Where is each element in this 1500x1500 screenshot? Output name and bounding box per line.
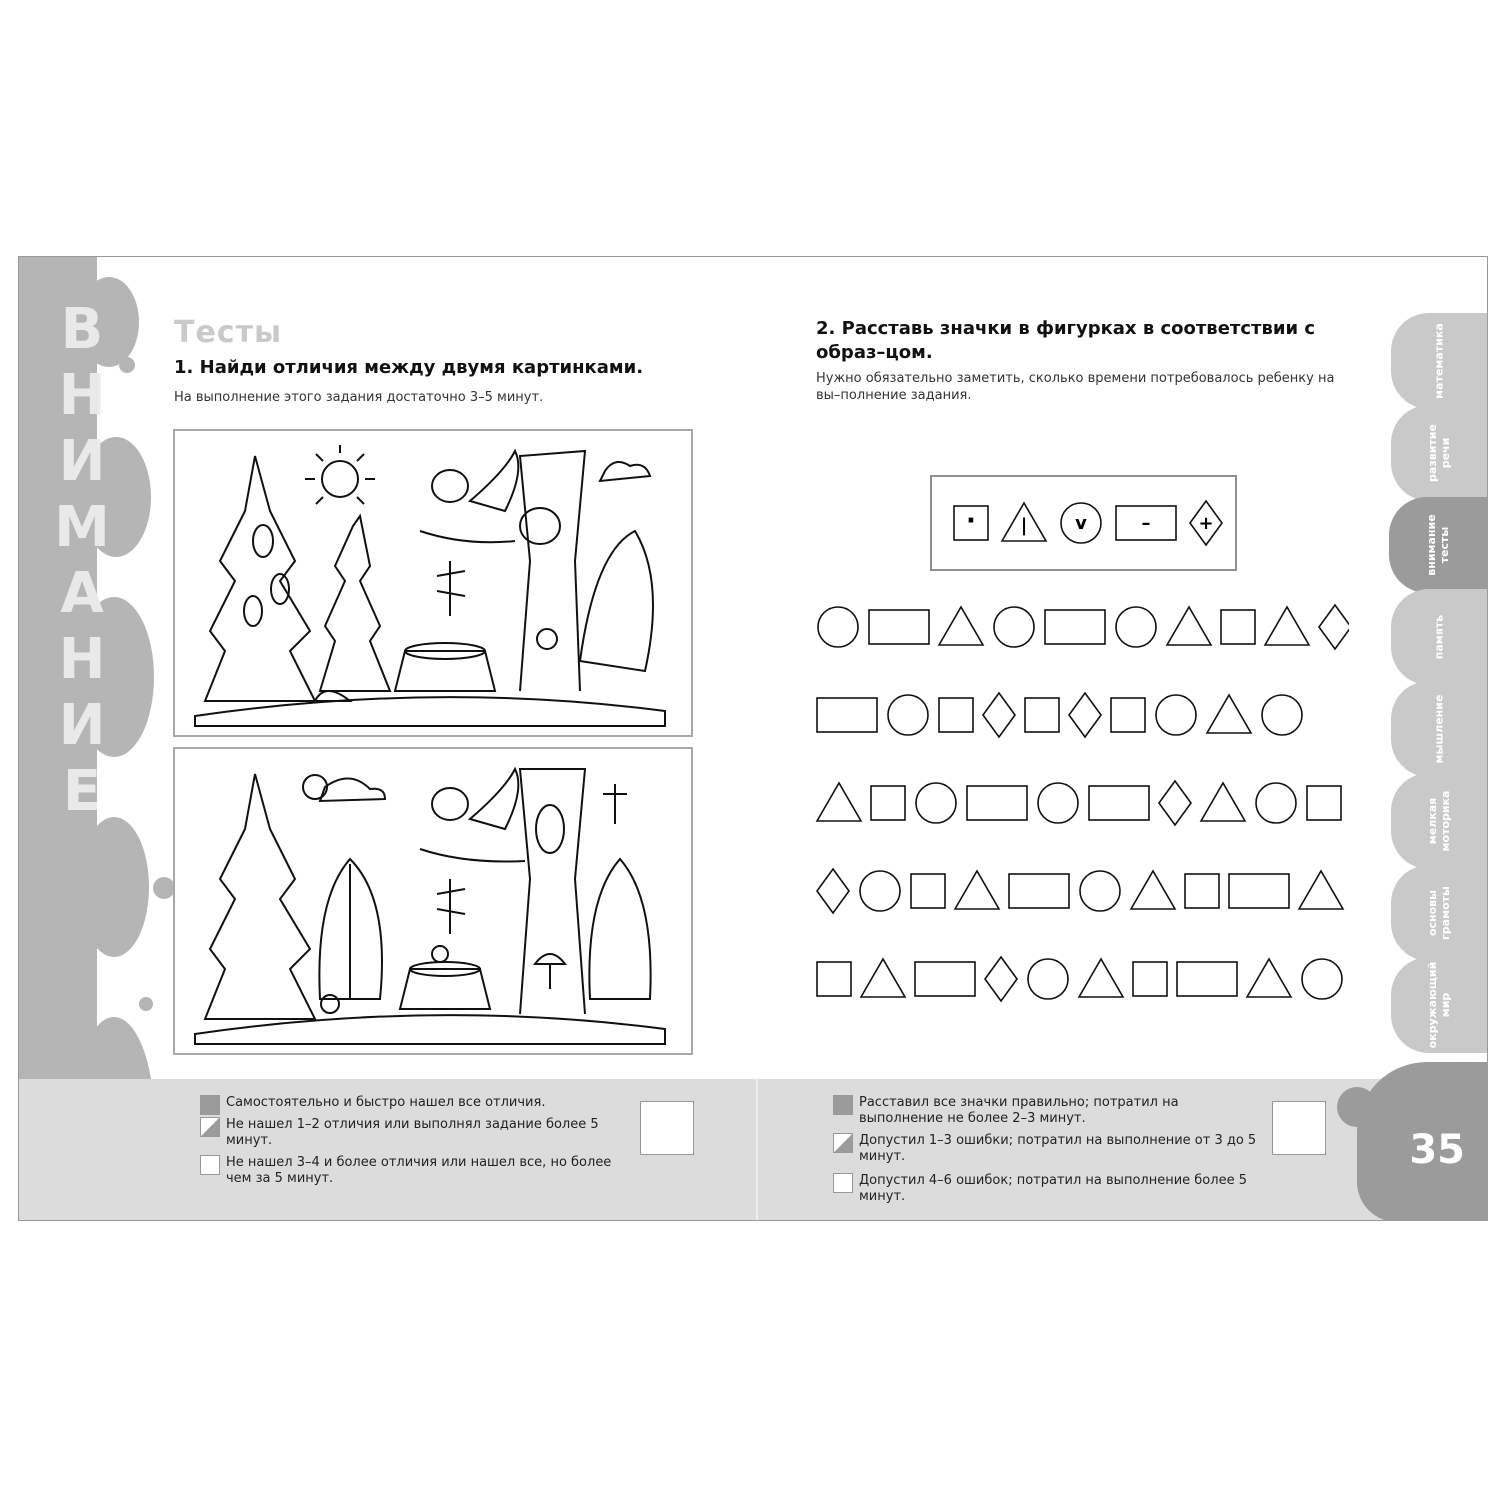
circle-shape[interactable]	[1028, 959, 1068, 999]
sample-sign: |	[1020, 515, 1028, 536]
band-letter: И	[58, 429, 106, 494]
rect-shape[interactable]	[1045, 610, 1105, 644]
circle-shape[interactable]	[994, 607, 1034, 647]
circle-shape[interactable]	[1080, 871, 1120, 911]
criterion-full	[833, 1095, 1263, 1135]
square-shape[interactable]	[1221, 610, 1255, 644]
criterion-marker	[200, 1155, 220, 1175]
task2-title: 2. Расставь значки в фигурках в соответствии с образ–цом.	[816, 318, 1315, 363]
circle-shape[interactable]	[1256, 783, 1296, 823]
tab-label-line: тесты	[1438, 526, 1451, 564]
circle-shape[interactable]	[1038, 783, 1078, 823]
book-spread	[18, 256, 1488, 1221]
band-drop	[153, 877, 175, 899]
circle-shape[interactable]	[818, 607, 858, 647]
criterion-marker	[200, 1117, 220, 1137]
section-tab[interactable]	[1391, 957, 1487, 1053]
rect-shape[interactable]	[967, 786, 1027, 820]
rect-shape[interactable]	[869, 610, 929, 644]
picture-top	[173, 429, 693, 737]
tab-label-line: внимание	[1425, 514, 1438, 576]
band-letter: М	[54, 495, 110, 560]
circle-shape[interactable]	[888, 695, 928, 735]
score-box-left[interactable]	[640, 1101, 694, 1155]
triangle-shape[interactable]	[1201, 783, 1245, 821]
criterion-marker	[200, 1095, 220, 1115]
section-tabs	[1391, 313, 1487, 1053]
criterion-marker	[833, 1133, 853, 1153]
side-band-title	[39, 297, 139, 825]
section-tab[interactable]	[1389, 497, 1487, 593]
sample-legend	[930, 475, 1237, 571]
section-tab-label	[1426, 424, 1452, 482]
triangle-shape[interactable]	[1247, 959, 1291, 997]
rect-shape[interactable]	[1089, 786, 1149, 820]
triangle-shape[interactable]	[1207, 695, 1251, 733]
criterion-marker	[833, 1095, 853, 1115]
criterion-half	[833, 1133, 1263, 1173]
square-shape[interactable]	[1307, 786, 1341, 820]
sample-sign: ·	[966, 506, 976, 536]
criterion-text: Не нашел 3–4 и более отличия или нашел все, но более чем за 5 минут.	[226, 1155, 612, 1186]
section-tab[interactable]	[1391, 865, 1487, 961]
panel-divider	[756, 1079, 758, 1220]
circle-shape[interactable]	[916, 783, 956, 823]
section-tab-label	[1425, 514, 1451, 575]
section-tab-label	[1433, 615, 1446, 659]
section-tab-label	[1426, 962, 1452, 1049]
criterion-text: Допустил 1–3 ошибки; потратил на выполнение от 3 до 5 минут.	[859, 1133, 1257, 1164]
band-letter: В	[60, 297, 104, 362]
triangle-shape[interactable]	[939, 607, 983, 645]
triangle-shape[interactable]	[817, 783, 861, 821]
criterion-text: Допустил 4–6 ошибок; потратил на выполнение более 5 минут.	[859, 1173, 1247, 1204]
score-box-right[interactable]	[1272, 1101, 1326, 1155]
section-tab-label	[1433, 323, 1446, 399]
page-number: 35	[1409, 1127, 1465, 1173]
sample-shapes	[932, 477, 1235, 569]
square-shape[interactable]	[1133, 962, 1167, 996]
circle-shape[interactable]	[1156, 695, 1196, 735]
section-title: Тесты	[174, 315, 283, 350]
square-shape[interactable]	[911, 874, 945, 908]
tab-label-line: грамоты	[1439, 886, 1452, 940]
square-shape[interactable]	[1025, 698, 1059, 732]
section-tab[interactable]	[1391, 405, 1487, 501]
criterion-text: Не нашел 1–2 отличия или выполнял задание более 5 минут.	[226, 1117, 599, 1148]
circle-shape[interactable]	[1302, 959, 1342, 999]
task2-note: Нужно обязательно заметить, сколько времени потребовалось ребенку на вы–полнение задания.	[816, 371, 1335, 403]
band-letter: А	[60, 561, 104, 626]
circle-shape[interactable]	[1116, 607, 1156, 647]
sample-sign: +	[1198, 513, 1214, 534]
section-tab-label	[1433, 695, 1446, 764]
triangle-shape[interactable]	[861, 959, 905, 997]
circle-shape[interactable]	[1262, 695, 1302, 735]
triangle-shape[interactable]	[955, 871, 999, 909]
square-shape[interactable]	[1111, 698, 1145, 732]
triangle-shape[interactable]	[1079, 959, 1123, 997]
rect-shape[interactable]	[915, 962, 975, 996]
rect-shape[interactable]	[1229, 874, 1289, 908]
task1-title: 1. Найди отличия между двумя картинками.	[174, 357, 644, 378]
rect-shape[interactable]	[817, 698, 877, 732]
diamond-shape[interactable]	[1159, 781, 1191, 825]
band-letter: Н	[58, 363, 106, 428]
tab-label-line: основы	[1426, 889, 1439, 937]
rect-shape[interactable]	[1009, 874, 1069, 908]
band-letter: И	[58, 693, 106, 758]
criterion-empty	[200, 1155, 630, 1195]
triangle-shape[interactable]	[1131, 871, 1175, 909]
square-shape[interactable]	[1185, 874, 1219, 908]
sample-sign: v	[1075, 513, 1087, 534]
rect-shape[interactable]	[1177, 962, 1237, 996]
square-shape[interactable]	[939, 698, 973, 732]
tab-label-line: мышление	[1432, 694, 1446, 764]
band-blob	[79, 817, 149, 957]
forest-illustration-bottom	[175, 749, 691, 1053]
section-tab-label	[1426, 886, 1452, 940]
section-tab[interactable]	[1391, 589, 1487, 685]
square-shape[interactable]	[817, 962, 851, 996]
tab-label-line: математика	[1432, 323, 1446, 399]
criterion-empty	[833, 1173, 1263, 1213]
page-blob-drop	[1337, 1087, 1377, 1127]
diamond-shape[interactable]	[985, 957, 1017, 1001]
criterion-marker	[833, 1173, 853, 1193]
section-tab[interactable]	[1391, 681, 1487, 777]
tab-label-line: развитие	[1426, 424, 1439, 482]
diamond-shape[interactable]	[983, 693, 1015, 737]
section-tab-label	[1426, 791, 1452, 852]
diamond-shape[interactable]	[1069, 693, 1101, 737]
assessment-panel	[19, 1079, 1487, 1220]
tab-label-line: память	[1432, 614, 1446, 660]
forest-illustration-top	[175, 431, 691, 735]
tab-label-line: мир	[1439, 992, 1452, 1018]
band-letter: Е	[62, 759, 102, 824]
tab-label-line: окружающий	[1426, 961, 1439, 1049]
tab-label-line: мелкая	[1426, 797, 1439, 845]
band-letter: Н	[58, 627, 106, 692]
sample-sign: –	[1141, 513, 1151, 534]
criterion-text: Самостоятельно и быстро нашел все отличия.	[226, 1095, 546, 1110]
tab-label-line: моторика	[1439, 790, 1452, 852]
shape-grid	[809, 597, 1349, 1017]
band-drop	[139, 997, 153, 1011]
diamond-shape[interactable]	[817, 869, 849, 913]
section-tab[interactable]	[1391, 773, 1487, 869]
section-tab[interactable]	[1391, 313, 1487, 409]
triangle-shape[interactable]	[1167, 607, 1211, 645]
page-blob-drop	[1457, 1063, 1477, 1083]
triangle-shape[interactable]	[1265, 607, 1309, 645]
criterion-half	[200, 1117, 630, 1157]
circle-shape[interactable]	[860, 871, 900, 911]
square-shape[interactable]	[871, 786, 905, 820]
criterion-text: Расставил все значки правильно; потратил на выполнение не более 2–3 минут.	[859, 1095, 1179, 1126]
diamond-shape[interactable]	[1319, 605, 1349, 649]
triangle-shape[interactable]	[1299, 871, 1343, 909]
task1-note: На выполнение этого задания достаточно 3–5 минут.	[174, 390, 544, 405]
picture-bottom	[173, 747, 693, 1055]
tab-label-line: речи	[1439, 437, 1452, 469]
